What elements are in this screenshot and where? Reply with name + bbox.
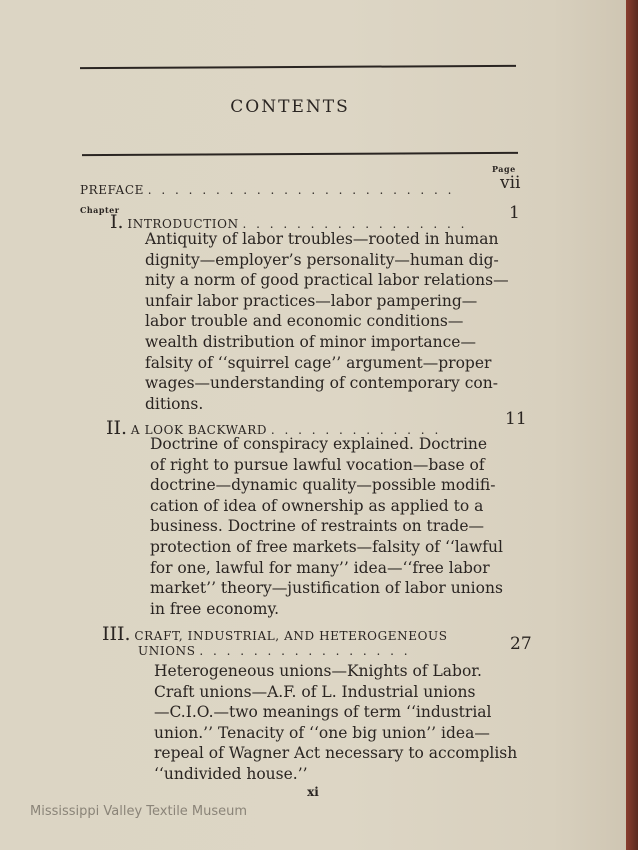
top-rule [80,65,516,69]
summary-line: repeal of Wagner Act necessary to accomplish [154,744,518,763]
summary-line: business. Doctrine of restraints on trade— [150,517,485,536]
summary-line: Doctrine of conspiracy explained. Doctrine [150,435,488,453]
chapter-2-numeral: II. [106,417,128,439]
chapter-3-summary [154,661,517,785]
chapter-3-numeral: III. [102,623,131,645]
summary-line: falsity of ‘‘squirrel cage’’ argument—proper [145,353,492,372]
summary-line: Craft unions—A.F. of L. Industrial unions [154,682,476,701]
dot-leader: . . . . . . . . . . . . . [270,423,442,437]
summary-line: nity a norm of good practical labor relations— [145,271,509,290]
preface-entry [80,183,454,197]
summary-line: ‘‘undivided house.’’ [154,764,308,783]
chapter-column-label: Chapter [80,205,120,215]
summary-line: doctrine—dynamic quality—possible modifi- [150,476,496,495]
chapter-1-summary [145,229,509,414]
dot-leader: . . . . . . . . . . . . . . . . . . . . . . . [147,183,455,197]
chapter-3-title-cont: UNIONS [138,644,196,658]
summary-line: union.’’ Tenacity of ‘‘one big union’’ idea— [154,723,490,742]
dot-leader: . . . . . . . . . . . . . . . . [199,644,411,658]
summary-line: market’’ theory—justification of labor unions [150,579,503,598]
chapter-3-entry-cont [138,644,411,658]
page-number: xi [307,785,319,799]
dot-leader: . . . . . . . . . . . . . . . . . [242,217,468,231]
page-column-label: Page [492,164,516,174]
summary-line: wealth distribution of minor importance— [145,332,476,351]
chapter-3-page: 27 [510,634,532,654]
summary-line: dignity—employer’s personality—human dig- [145,250,499,269]
summary-line: Antiquity of labor troubles—rooted in human [145,230,499,248]
summary-line: labor trouble and economic conditions— [145,312,464,331]
summary-line: unfair labor practices—labor pampering— [145,291,478,310]
summary-line: of right to pursue lawful vocation—base of [150,455,485,474]
heading-rule [82,152,518,156]
summary-line: for one, lawful for many’’ idea—‘‘free labor [150,558,490,577]
chapter-3-title: CRAFT, INDUSTRIAL, AND HETEROGENEOUS [134,629,448,643]
page-title: CONTENTS [230,97,350,117]
summary-line: —C.I.O.—two meanings of term ‘‘industrial [154,703,492,722]
chapter-1-title: INTRODUCTION [127,217,239,231]
preface-label: PREFACE [80,183,144,197]
summary-line: Heterogeneous unions—Knights of Labor. [154,662,482,680]
chapter-3-entry [102,623,448,645]
chapter-1-page: 1 [509,203,520,223]
summary-line: cation of idea of ownership as applied to a [150,496,484,515]
summary-line: ditions. [145,394,204,413]
book-cover-edge [626,0,638,850]
chapter-2-summary [150,434,503,619]
summary-line: protection of free markets—falsity of ‘‘lawful [150,537,503,556]
preface-page: vii [500,173,521,193]
chapter-1-numeral: I. [110,211,124,233]
summary-line: in free economy. [150,599,280,618]
summary-line: wages—understanding of contemporary con- [145,374,498,393]
watermark-text: Mississippi Valley Textile Museum [30,804,248,819]
chapter-2-page: 11 [505,409,527,429]
chapter-2-title: A LOOK BACKWARD [130,423,268,437]
